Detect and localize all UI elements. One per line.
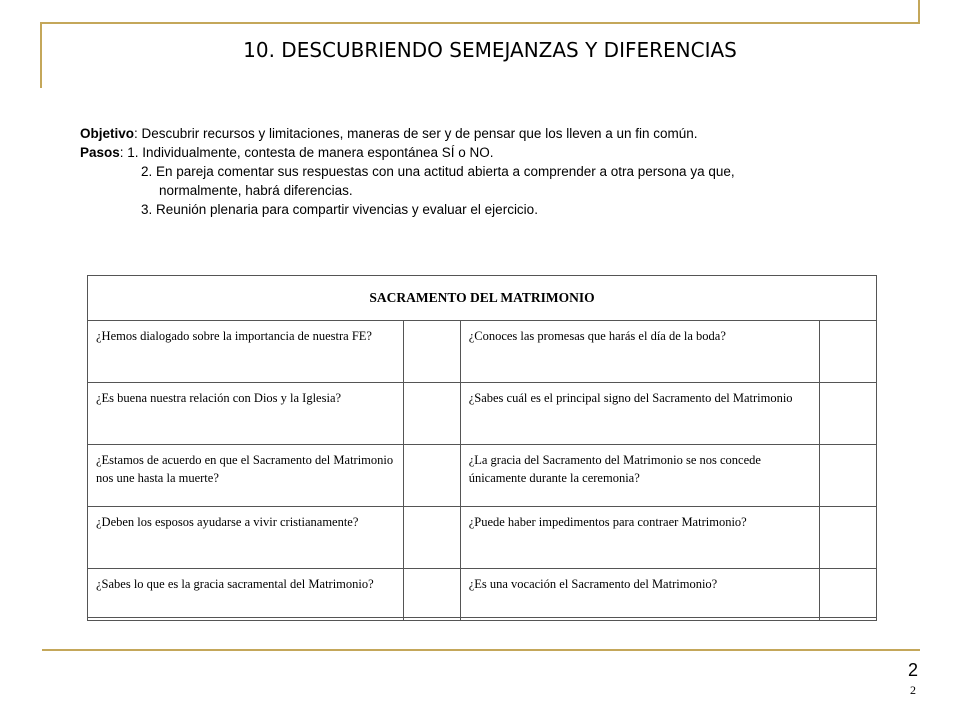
tail-cell (88, 618, 404, 621)
bottom-border-line (42, 649, 920, 651)
answer-cell[interactable] (819, 507, 876, 569)
answer-cell[interactable] (403, 569, 460, 618)
tail-cell (819, 618, 876, 621)
step-2-continued: normalmente, habrá diferencias. (159, 183, 353, 198)
question-right: ¿Es una vocación el Sacramento del Matrimonio? (460, 569, 819, 618)
steps-label: Pasos (80, 145, 120, 160)
steps-line (80, 143, 900, 162)
answer-cell[interactable] (403, 507, 460, 569)
table-row (88, 445, 877, 507)
table-row (88, 321, 877, 383)
question-left: ¿Sabes lo que es la gracia sacramental del Matrimonio? (88, 569, 404, 618)
question-left: ¿Es buena nuestra relación con Dios y la Iglesia? (88, 383, 404, 445)
question-right: ¿Conoces las promesas que harás el día de la boda? (460, 321, 819, 383)
table-row (88, 569, 877, 618)
table-header: SACRAMENTO DEL MATRIMONIO (88, 276, 877, 321)
step-3: 3. Reunión plenaria para compartir vivencias y evaluar el ejercicio. (141, 202, 538, 217)
question-left: ¿Hemos dialogado sobre la importancia de nuestra FE? (88, 321, 404, 383)
answer-cell[interactable] (819, 383, 876, 445)
answer-cell[interactable] (819, 569, 876, 618)
right-border-line (918, 0, 920, 24)
instructions (80, 124, 900, 219)
page-title: 10. DESCUBRIENDO SEMEJANZAS Y DIFERENCIAS (243, 38, 737, 62)
top-border-line (40, 22, 920, 24)
answer-cell[interactable] (403, 321, 460, 383)
question-right: ¿Puede haber impedimentos para contraer Matrimonio? (460, 507, 819, 569)
objective-text: : Descubrir recursos y limitaciones, maneras de ser y de pensar que los lleven a un fin común. (134, 126, 698, 141)
objective-line (80, 124, 900, 143)
page-number: 2 (907, 660, 918, 680)
question-left: ¿Deben los esposos ayudarse a vivir cristianamente? (88, 507, 404, 569)
question-left: ¿Estamos de acuerdo en que el Sacramento del Matrimonio nos une hasta la muerte? (88, 445, 404, 507)
step-2: 2. En pareja comentar sus respuestas con una actitud abierta a comprender a otra persona ya que, (141, 164, 735, 179)
answer-cell[interactable] (403, 445, 460, 507)
answer-cell[interactable] (819, 445, 876, 507)
tail-cell (403, 618, 460, 621)
questionnaire-table (87, 275, 877, 621)
objective-label: Objetivo (80, 126, 135, 141)
question-right: ¿Sabes cuál es el principal signo del Sacramento del Matrimonio (460, 383, 819, 445)
page-number-small: 2 (910, 683, 916, 697)
step-1: : 1. Individualmente, contesta de manera espontánea SÍ o NO. (119, 145, 494, 160)
tail-cell (460, 618, 819, 621)
question-right: ¿La gracia del Sacramento del Matrimonio se nos concede únicamente durante la ceremonia? (460, 445, 819, 507)
table-tail-row (88, 618, 877, 621)
answer-cell[interactable] (819, 321, 876, 383)
table-row (88, 383, 877, 445)
answer-cell[interactable] (403, 383, 460, 445)
table-row (88, 507, 877, 569)
